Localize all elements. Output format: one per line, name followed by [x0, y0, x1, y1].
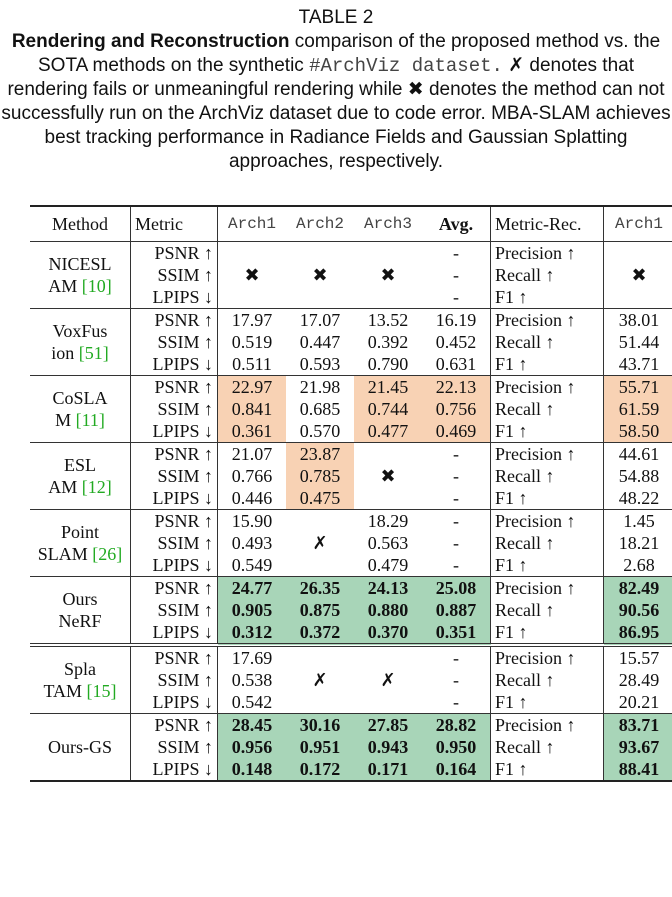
value-arch1: 28.45: [218, 714, 287, 737]
value-avg: -: [453, 488, 459, 508]
value-arch1: 0.956: [218, 736, 287, 758]
value-avg: -: [453, 670, 459, 690]
table-row: [30, 510, 672, 533]
value-arch1: 17.97: [218, 309, 287, 332]
metric-label: LPIPS ↓: [131, 487, 218, 510]
method-name-line: NICESL: [48, 254, 112, 274]
value-avg: 0.756: [422, 398, 491, 420]
value-arch1: 0.905: [218, 599, 287, 621]
rec-value-arch1: 58.50: [604, 420, 672, 443]
table-row: [30, 443, 672, 466]
rec-value-arch1: [604, 242, 672, 265]
value-arch2: [286, 510, 354, 533]
rec-metric-label: F1 ↑: [491, 353, 604, 376]
method-name: [30, 443, 131, 510]
value-avg: -: [453, 555, 459, 575]
rec-metric-label: Precision ↑: [491, 645, 604, 669]
value-arch3: 0.744: [354, 398, 422, 420]
value-arch3: 24.13: [354, 577, 422, 600]
value-arch3: 0.477: [354, 420, 422, 443]
value-arch1: 0.312: [218, 621, 287, 645]
value-arch1: 0.519: [231, 332, 273, 352]
results-table-body: [30, 242, 672, 782]
value-arch3: 27.85: [354, 714, 422, 737]
value-arch3: 0.171: [354, 758, 422, 781]
col-header-arch1: Arch1: [218, 206, 287, 242]
method-name-line: Ours-GS: [47, 737, 112, 757]
rec-value-arch1: 54.88: [618, 466, 660, 486]
value-avg: -: [453, 287, 459, 307]
rec-value-arch1: 1.45: [604, 510, 672, 533]
col-header-metric-rec: Metric-Rec.: [491, 206, 604, 242]
col-header-avg: Avg.: [422, 206, 491, 242]
value-arch3: [354, 645, 422, 669]
value-arch1: 15.90: [218, 510, 287, 533]
rec-value-arch1: 48.22: [618, 488, 660, 508]
method-name: [30, 577, 131, 646]
rec-value-arch1: 93.67: [604, 736, 672, 758]
value-arch3: 0.370: [354, 621, 422, 645]
method-name: [30, 309, 131, 376]
rec-metric-label: F1 ↑: [491, 621, 604, 645]
results-table: [30, 205, 672, 782]
value-arch1: 21.07: [218, 443, 287, 466]
rec-metric-label: Recall ↑: [491, 669, 604, 691]
value-avg: -: [453, 692, 459, 712]
method-name-line: VoxFus: [52, 321, 108, 341]
citation-ref: [11]: [75, 410, 105, 430]
citation-ref: [12]: [81, 477, 112, 497]
method-name-line: SLAM: [37, 544, 88, 564]
rec-metric-label: F1 ↑: [491, 487, 604, 510]
rec-metric-label: Recall ↑: [491, 398, 604, 420]
value-arch3: 0.790: [367, 354, 409, 374]
value-arch2: 0.172: [286, 758, 354, 781]
metric-label: PSNR ↑: [131, 645, 218, 669]
value-arch1: 0.446: [231, 488, 273, 508]
value-avg: 22.13: [422, 376, 491, 399]
method-name: [30, 645, 131, 714]
caption-text-2: ✗ denotes that rendering fails or unmeaningful rendering while ✖ denotes the method can not successfully run on the ArchViz dataset due to code error. MBA-SLAM achieves best tracking performance in Radiance Fields and Gaussian Splatting approaches, respectively.: [1, 55, 671, 172]
rec-value-arch1: 55.71: [604, 376, 672, 399]
value-avg: 0.469: [422, 420, 491, 443]
value-arch3: 0.392: [367, 332, 409, 352]
rec-value-arch1: ✖: [631, 265, 647, 285]
value-avg: -: [453, 265, 459, 285]
value-arch3: ✖: [380, 265, 396, 285]
method-name-line: NeRF: [58, 611, 102, 631]
rec-metric-label: F1 ↑: [491, 420, 604, 443]
value-arch2: 0.475: [286, 487, 354, 510]
metric-label: SSIM ↑: [131, 736, 218, 758]
rec-value-arch1: 61.59: [604, 398, 672, 420]
rec-metric-label: Precision ↑: [491, 510, 604, 533]
rec-metric-label: Recall ↑: [491, 264, 604, 286]
header-row: [30, 206, 672, 242]
value-avg: -: [422, 645, 491, 669]
value-avg: -: [453, 533, 459, 553]
value-arch3: 0.563: [367, 533, 409, 553]
value-arch2: ✗: [312, 670, 328, 690]
value-arch3: 13.52: [354, 309, 422, 332]
value-avg: 0.351: [422, 621, 491, 645]
value-arch2: [286, 691, 354, 714]
value-arch1: [218, 286, 287, 309]
value-arch1: 0.841: [218, 398, 287, 420]
value-arch1: 0.511: [232, 354, 272, 374]
metric-label: PSNR ↑: [131, 242, 218, 265]
rec-value-arch1: 90.56: [604, 599, 672, 621]
rec-metric-label: F1 ↑: [491, 758, 604, 781]
method-name-line: ion: [51, 343, 75, 363]
table-row: [30, 376, 672, 399]
value-arch1: 0.148: [218, 758, 287, 781]
metric-label: LPIPS ↓: [131, 691, 218, 714]
rec-value-arch1: 51.44: [618, 332, 660, 352]
method-name-line: Spla: [63, 659, 96, 679]
rec-value-arch1: 86.95: [604, 621, 672, 645]
value-arch2: 0.685: [299, 399, 341, 419]
rec-value-arch1: 20.21: [618, 692, 660, 712]
rec-value-arch1: 38.01: [604, 309, 672, 332]
rec-value-arch1: 43.71: [618, 354, 660, 374]
rec-metric-label: Precision ↑: [491, 443, 604, 466]
method-name: [30, 242, 131, 309]
caption-dataset-name: #ArchViz dataset.: [309, 55, 503, 77]
value-arch2: [286, 242, 354, 265]
value-arch2: 0.951: [286, 736, 354, 758]
value-avg: -: [422, 510, 491, 533]
value-avg: 28.82: [422, 714, 491, 737]
col-header-rec-arch1: Arch1: [604, 206, 672, 242]
metric-label: PSNR ↑: [131, 376, 218, 399]
citation-ref: [10]: [81, 276, 112, 296]
value-avg: 0.887: [422, 599, 491, 621]
value-arch3: ✖: [380, 466, 396, 486]
table-label: TABLE 2: [298, 7, 374, 28]
metric-label: SSIM ↑: [131, 398, 218, 420]
value-avg: 25.08: [422, 577, 491, 600]
col-header-arch2: Arch2: [286, 206, 354, 242]
value-arch1: [218, 242, 287, 265]
method-name-line: TAM: [43, 681, 83, 701]
rec-metric-label: Recall ↑: [491, 331, 604, 353]
value-arch2: [286, 554, 354, 577]
value-arch2: 0.447: [299, 332, 341, 352]
method-name-line: CoSLA: [52, 388, 108, 408]
citation-ref: [15]: [86, 681, 117, 701]
value-avg: 16.19: [422, 309, 491, 332]
metric-label: SSIM ↑: [131, 599, 218, 621]
value-arch2: 26.35: [286, 577, 354, 600]
method-name-line: Ours: [62, 589, 98, 609]
value-arch3: [354, 487, 422, 510]
value-arch1: ✖: [244, 265, 260, 285]
metric-label: LPIPS ↓: [131, 554, 218, 577]
rec-metric-label: F1 ↑: [491, 286, 604, 309]
value-arch2: 0.372: [286, 621, 354, 645]
rec-value-arch1: 83.71: [604, 714, 672, 737]
value-avg: 0.631: [435, 354, 477, 374]
metric-label: SSIM ↑: [131, 532, 218, 554]
value-arch2: 0.593: [299, 354, 341, 374]
rec-value-arch1: 2.68: [623, 555, 655, 575]
metric-label: LPIPS ↓: [131, 286, 218, 309]
metric-label: PSNR ↑: [131, 510, 218, 533]
rec-metric-label: Recall ↑: [491, 736, 604, 758]
value-arch3: 0.880: [354, 599, 422, 621]
metric-label: SSIM ↑: [131, 331, 218, 353]
metric-label: PSNR ↑: [131, 443, 218, 466]
value-avg: 0.452: [435, 332, 477, 352]
table-row: [30, 645, 672, 669]
value-avg: 0.950: [422, 736, 491, 758]
metric-label: SSIM ↑: [131, 465, 218, 487]
rec-value-arch1: 44.61: [604, 443, 672, 466]
value-arch2: 0.570: [299, 421, 341, 441]
table-row: [30, 714, 672, 737]
table-caption: [0, 6, 672, 174]
value-arch3: 18.29: [354, 510, 422, 533]
rec-value-arch1: 28.49: [618, 670, 660, 690]
value-arch3: [354, 691, 422, 714]
metric-label: LPIPS ↓: [131, 353, 218, 376]
value-arch2: [286, 286, 354, 309]
metric-label: LPIPS ↓: [131, 621, 218, 645]
citation-ref: [51]: [78, 343, 109, 363]
rec-metric-label: Recall ↑: [491, 465, 604, 487]
col-header-metric: Metric: [131, 206, 218, 242]
method-name: [30, 714, 131, 782]
col-header-method: Method: [30, 206, 131, 242]
rec-value-arch1: [604, 286, 672, 309]
value-avg: -: [422, 443, 491, 466]
value-avg: 0.164: [422, 758, 491, 781]
rec-value-arch1: 18.21: [618, 533, 660, 553]
value-arch1: 0.549: [231, 555, 273, 575]
value-arch3: 0.943: [354, 736, 422, 758]
metric-label: PSNR ↑: [131, 309, 218, 332]
metric-label: LPIPS ↓: [131, 420, 218, 443]
value-avg: -: [422, 242, 491, 265]
value-arch2: 0.785: [286, 465, 354, 487]
caption-text-1: comparison of the proposed method vs. the SOTA methods on the synthetic: [38, 31, 661, 76]
value-arch1: 22.97: [218, 376, 287, 399]
value-arch2: 17.07: [286, 309, 354, 332]
method-name: [30, 510, 131, 577]
value-arch2: 21.98: [286, 376, 354, 399]
method-name-line: AM: [48, 477, 78, 497]
value-arch2: 23.87: [286, 443, 354, 466]
rec-value-arch1: 15.57: [604, 645, 672, 669]
method-name-line: M: [55, 410, 72, 430]
metric-label: PSNR ↑: [131, 577, 218, 600]
method-name-line: ESL: [63, 455, 96, 475]
rec-value-arch1: 88.41: [604, 758, 672, 781]
rec-metric-label: F1 ↑: [491, 554, 604, 577]
citation-ref: [26]: [92, 544, 123, 564]
table-row: [30, 242, 672, 265]
metric-label: SSIM ↑: [131, 669, 218, 691]
method-name-line: AM: [48, 276, 78, 296]
value-arch2: 30.16: [286, 714, 354, 737]
value-arch3: ✗: [380, 670, 396, 690]
value-arch2: ✗: [312, 533, 328, 553]
value-arch1: 0.493: [231, 533, 273, 553]
rec-metric-label: Precision ↑: [491, 242, 604, 265]
value-arch1: 0.361: [218, 420, 287, 443]
value-arch3: [354, 286, 422, 309]
metric-label: LPIPS ↓: [131, 758, 218, 781]
col-header-arch3: Arch3: [354, 206, 422, 242]
value-arch1: 17.69: [218, 645, 287, 669]
method-name-line: Point: [60, 522, 99, 542]
rec-metric-label: Precision ↑: [491, 309, 604, 332]
value-arch1: 0.538: [231, 670, 273, 690]
rec-metric-label: Precision ↑: [491, 577, 604, 600]
caption-bold-lead: Rendering and Reconstruction: [11, 31, 290, 52]
value-arch2: 0.875: [286, 599, 354, 621]
rec-metric-label: Recall ↑: [491, 599, 604, 621]
metric-label: SSIM ↑: [131, 264, 218, 286]
value-arch2: ✖: [312, 265, 328, 285]
table-row: [30, 309, 672, 332]
value-arch3: [354, 443, 422, 466]
rec-metric-label: Precision ↑: [491, 376, 604, 399]
value-arch1: 0.766: [231, 466, 273, 486]
value-arch3: 0.479: [367, 555, 409, 575]
rec-metric-label: Recall ↑: [491, 532, 604, 554]
results-table-container: [30, 205, 663, 782]
value-arch2: [286, 645, 354, 669]
value-arch1: 0.542: [231, 692, 273, 712]
value-arch3: [354, 242, 422, 265]
rec-metric-label: F1 ↑: [491, 691, 604, 714]
table-row: [30, 577, 672, 600]
rec-metric-label: Precision ↑: [491, 714, 604, 737]
value-arch3: 21.45: [354, 376, 422, 399]
method-name: [30, 376, 131, 443]
rec-value-arch1: 82.49: [604, 577, 672, 600]
metric-label: PSNR ↑: [131, 714, 218, 737]
value-avg: -: [453, 466, 459, 486]
value-arch1: 24.77: [218, 577, 287, 600]
